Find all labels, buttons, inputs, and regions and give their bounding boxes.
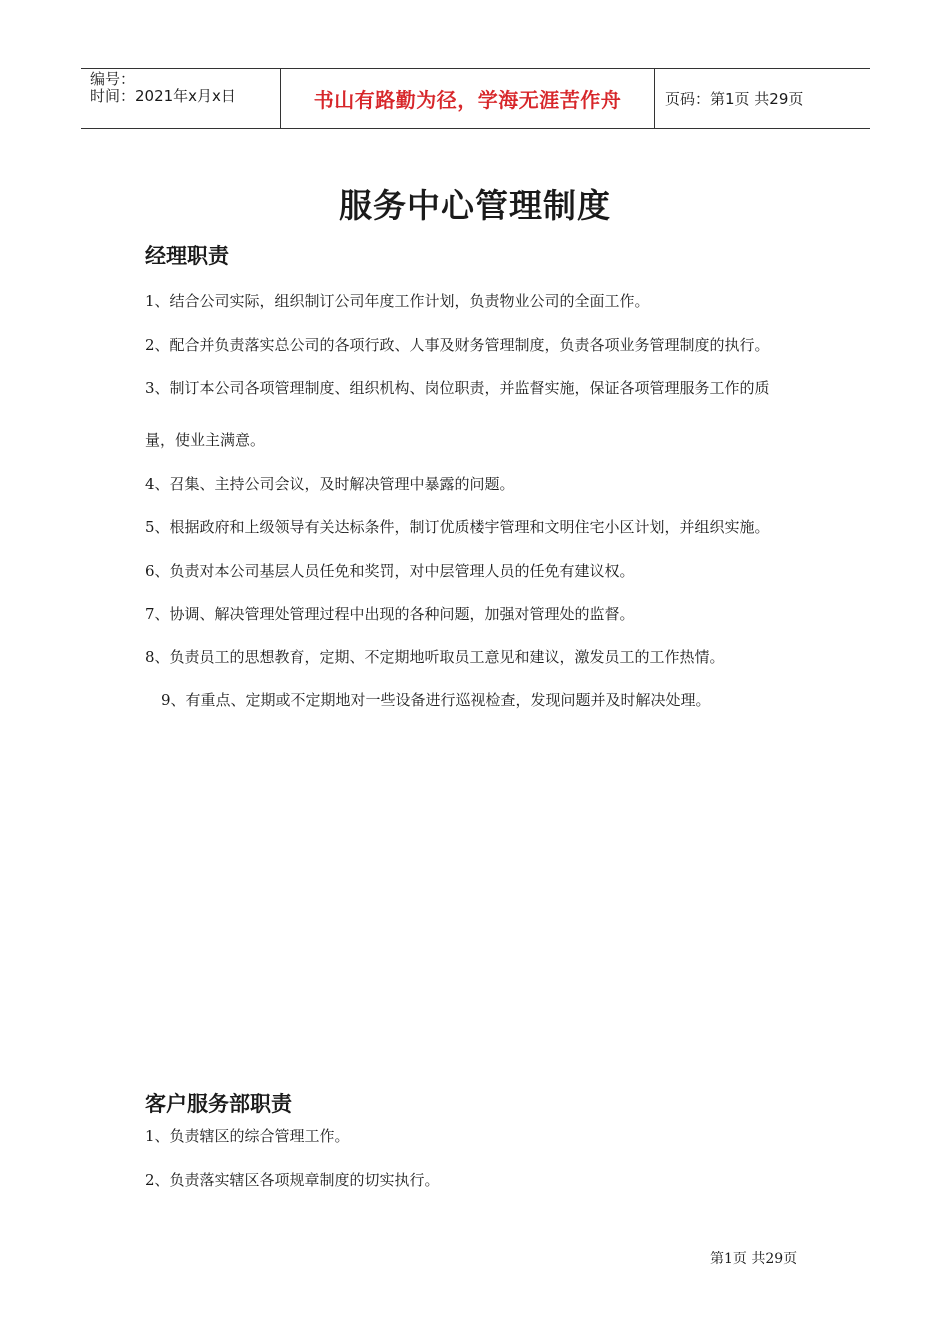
page-footer: 第1页 共29页: [710, 1251, 798, 1267]
manager-duty-item: 2、配合并负责落实总公司的各项行政、人事及财务管理制度，负责各项业务管理制度的执行。: [145, 336, 770, 354]
manager-duty-item: 4、召集、主持公司会议，及时解决管理中暴露的问题。: [145, 475, 515, 493]
header-meta: [81, 69, 281, 128]
section-heading-customer-service: 客户服务部职责: [145, 1092, 292, 1116]
document-time-label: 时间：2021年x月x日: [90, 87, 236, 105]
page-header: [81, 68, 870, 129]
manager-duty-item: 6、负责对本公司基层人员任免和奖罚，对中层管理人员的任免有建议权。: [145, 562, 635, 580]
header-motto: 书山有路勤为径，学海无涯苦作舟: [281, 69, 655, 128]
manager-duty-item: 3、制订本公司各项管理制度、组织机构、岗位职责，并监督实施，保证各项管理服务工作的质: [145, 379, 770, 397]
manager-duty-item-continuation: 量，使业主满意。: [145, 431, 266, 449]
manager-duty-item: 5、根据政府和上级领导有关达标条件，制订优质楼宇管理和文明住宅小区计划，并组织实施。: [145, 518, 770, 536]
manager-duty-item: 1、结合公司实际，组织制订公司年度工作计划，负责物业公司的全面工作。: [145, 292, 650, 310]
manager-duty-item: 9、有重点、定期或不定期地对一些设备进行巡视检查，发现问题并及时解决处理。: [161, 691, 711, 709]
document-number-label: 编号：: [90, 70, 136, 88]
section-heading-manager: 经理职责: [145, 244, 229, 268]
header-page-number: 页码：第1页 共29页: [665, 90, 804, 108]
document-title: 服务中心管理制度: [339, 186, 611, 225]
manager-duty-item: 7、协调、解决管理处管理过程中出现的各种问题，加强对管理处的监督。: [145, 605, 635, 623]
customer-service-duty-item: 2、负责落实辖区各项规章制度的切实执行。: [145, 1171, 440, 1189]
customer-service-duty-item: 1、负责辖区的综合管理工作。: [145, 1127, 350, 1145]
manager-duty-item: 8、负责员工的思想教育，定期、不定期地听取员工意见和建议，激发员工的工作热情。: [145, 648, 725, 666]
